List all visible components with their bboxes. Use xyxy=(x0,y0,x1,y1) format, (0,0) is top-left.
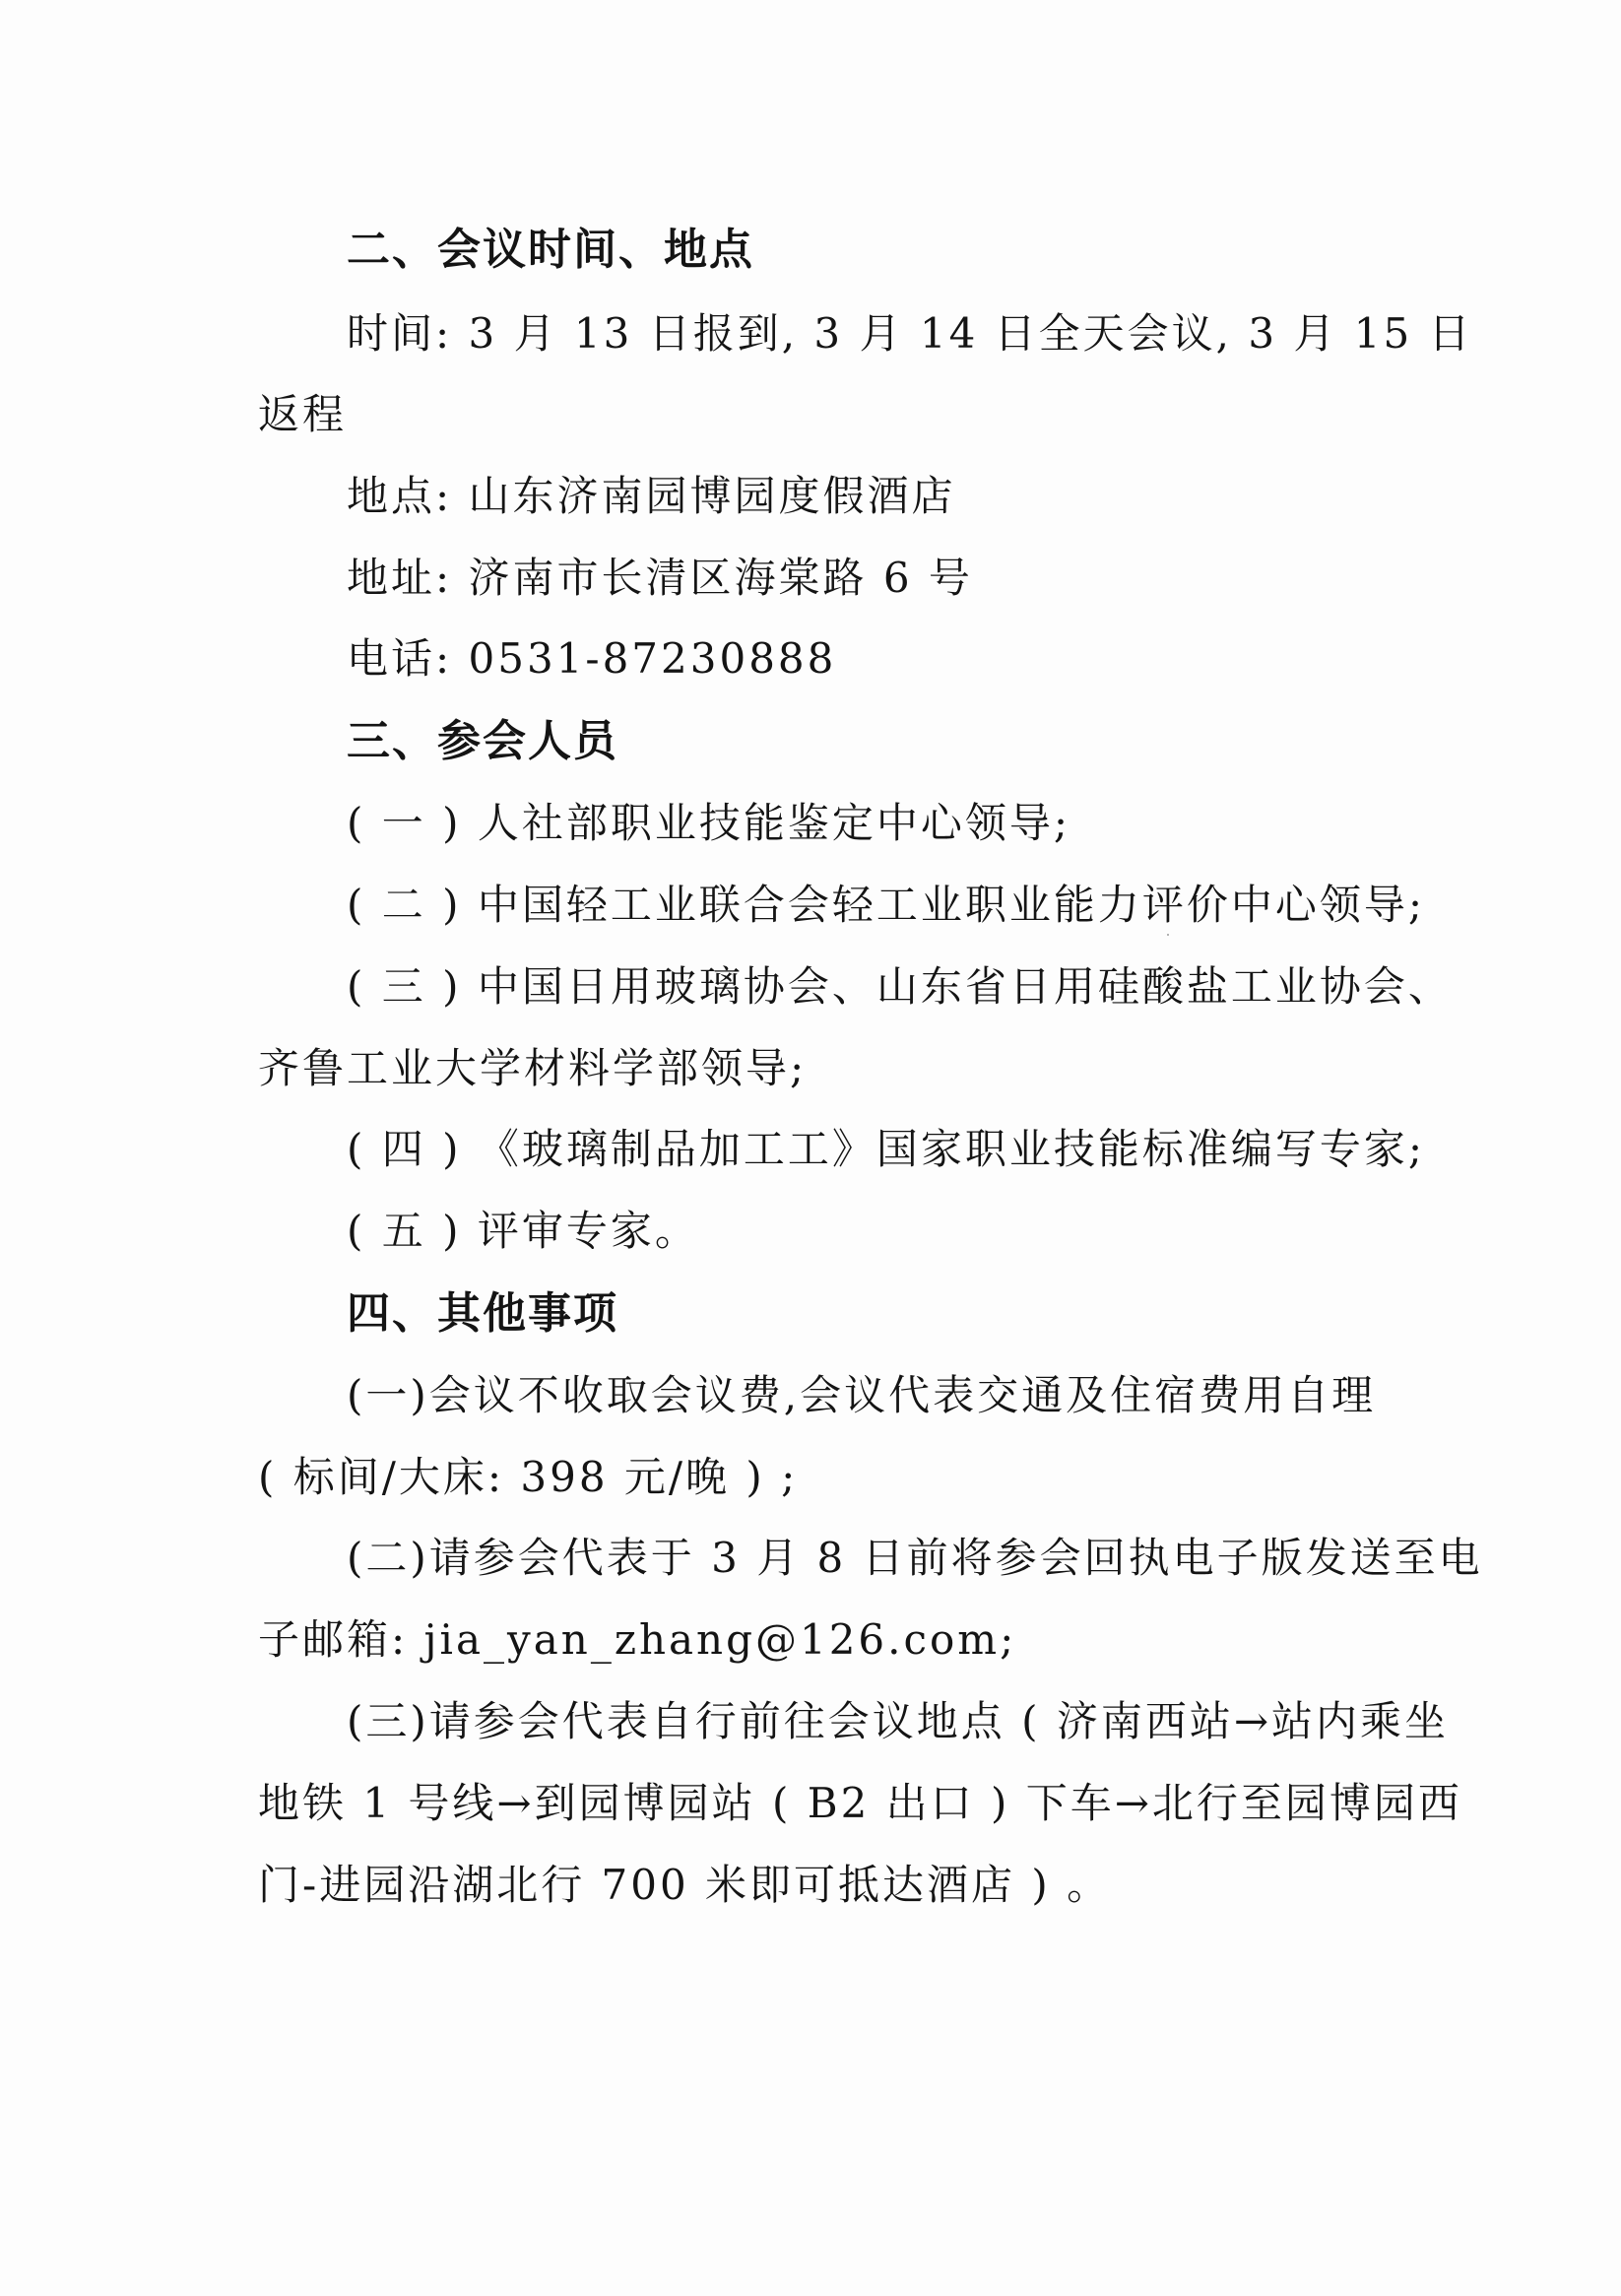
attendee-item-2: ( 二 ) 中国轻工业联合会轻工业职业能力评价中心领导; xyxy=(347,881,1425,929)
attendee-item-1: ( 一 ) 人社部职业技能鉴定中心领导; xyxy=(347,799,1070,847)
scan-speck xyxy=(1167,934,1169,936)
other-item-1-line-2: ( 标间/大床: 398 元/晚 ) ; xyxy=(258,1453,799,1501)
attendee-item-5: ( 五 ) 评审专家。 xyxy=(347,1207,699,1255)
meeting-time-line-1: 时间: 3 月 13 日报到, 3 月 14 日全天会议, 3 月 15 日 xyxy=(347,309,1473,358)
attendee-item-3-line-1: ( 三 ) 中国日用玻璃协会、山东省日用硅酸盐工业协会、 xyxy=(347,962,1453,1011)
section-heading-time-place: 二、会议时间、地点 xyxy=(347,225,754,275)
other-item-3-line-2: 地铁 1 号线→到园博园站 ( B2 出口 ) 下车→北行至园博园西 xyxy=(258,1779,1462,1827)
other-item-3-line-1: (三)请参会代表自行前往会议地点 ( 济南西站→站内乘坐 xyxy=(347,1697,1450,1745)
other-item-2-line-2: 子邮箱: jia_yan_zhang@126.com; xyxy=(258,1615,1017,1664)
other-item-3-line-3: 门-进园沿湖北行 700 米即可抵达酒店 ) 。 xyxy=(258,1861,1112,1909)
attendee-item-4: ( 四 ) 《玻璃制品加工工》国家职业技能标准编写专家; xyxy=(347,1125,1425,1173)
meeting-phone: 电话: 0531-87230888 xyxy=(347,634,837,683)
other-item-2-line-1: (二)请参会代表于 3 月 8 日前将参会回执电子版发送至电 xyxy=(347,1534,1483,1582)
attendee-item-3-line-2: 齐鲁工业大学材料学部领导; xyxy=(258,1044,808,1092)
meeting-address: 地址: 济南市长清区海棠路 6 号 xyxy=(347,554,973,602)
other-item-1-line-1: (一)会议不收取会议费,会议代表交通及住宿费用自理 xyxy=(347,1371,1377,1419)
section-heading-attendees: 三、参会人员 xyxy=(347,716,618,766)
section-heading-other-matters: 四、其他事项 xyxy=(347,1288,618,1339)
meeting-time-line-2: 返程 xyxy=(258,390,348,438)
meeting-place: 地点: 山东济南园博园度假酒店 xyxy=(347,472,956,520)
